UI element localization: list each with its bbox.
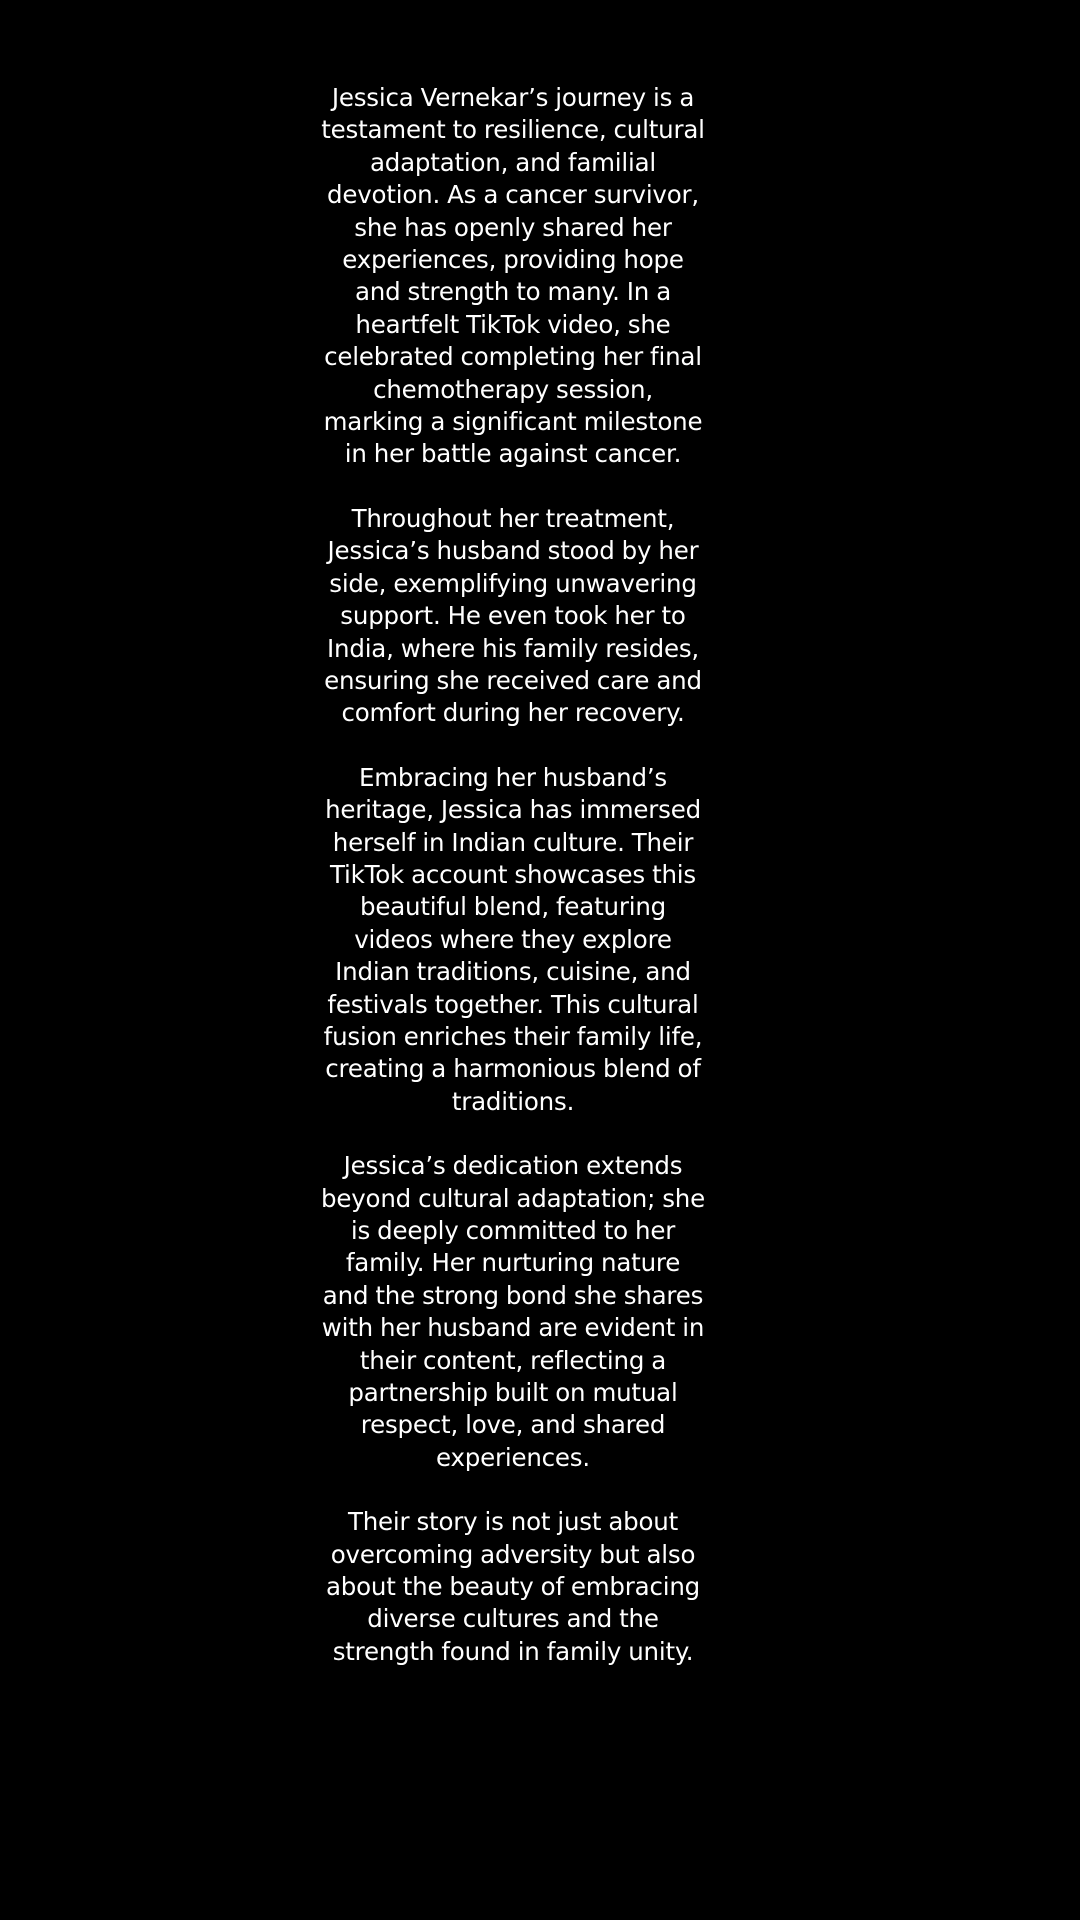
caption-paragraph-1: Jessica Vernekar’s journey is a testament to resilience, cultural adaptation, and familial devotion. As a cancer survivor, she has openly shared her experiences, providing hope and strength to many. In a heartfelt TikTok video, she celebrated completing her final chemotherapy session, marking a significant milestone in her battle against cancer. xyxy=(321,83,705,469)
caption-text-overlay xyxy=(320,82,706,1668)
caption-paragraph-5: Their story is not just about overcoming adversity but also about the beauty of embracing diverse cultures and the strength found in family unity. xyxy=(325,1507,701,1666)
caption-paragraph-3: Embracing her husband’s heritage, Jessica has immersed herself in Indian culture. Their TikTok account showcases this beautiful blend, featuring videos where they explore Indian traditions, cuisine, and festivals together. This cultural fusion enriches their family life, creating a harmonious blend of traditions. xyxy=(323,762,703,1116)
caption-paragraph-2: Throughout her treatment, Jessica’s husband stood by her side, exemplifying unwavering support. He even took her to India, where his family resides, ensuring she received care and comfort during her recovery. xyxy=(324,503,702,728)
caption-paragraph-4: Jessica’s dedication extends beyond cultural adaptation; she is deeply committed to her family. Her nurturing nature and the strong bond she shares with her husband are evident in their content, reflecting a partnership built on mutual respect, love, and shared experiences. xyxy=(321,1151,705,1472)
